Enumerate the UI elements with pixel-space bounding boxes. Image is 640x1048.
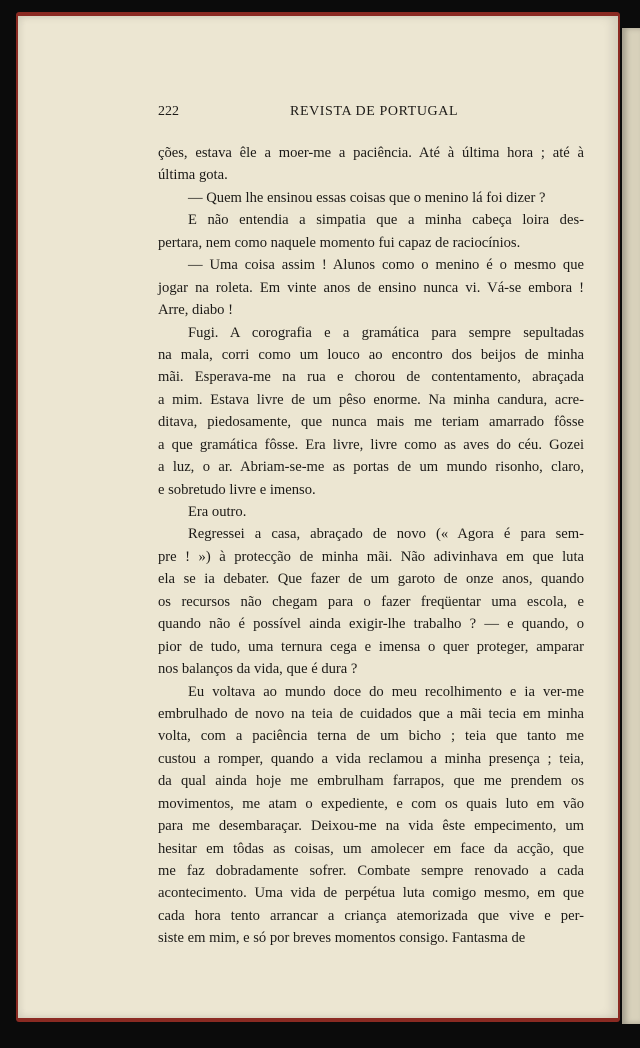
text-line: ela se ia debater. Que fazer de um garoto de onze anos, quando xyxy=(158,571,584,588)
text-line: me faz dobradamente sofrer. Combate sempre renovado a cada xyxy=(158,863,584,879)
paragraph xyxy=(158,501,584,523)
paragraph xyxy=(158,322,584,502)
running-title: REVISTA DE PORTUGAL xyxy=(290,104,459,119)
text-line: pertara, nem como naquele momento fui capaz de raciocínios. xyxy=(158,234,521,251)
text-line: Arre, diabo ! xyxy=(158,302,233,319)
text-line: acontecimento. Uma vida de perpétua luta comigo mesmo, em que xyxy=(158,885,584,902)
text-line: Era outro. xyxy=(188,504,247,520)
text-line: — Uma coisa assim ! Alunos como o menino é o mesmo que xyxy=(188,257,584,274)
text-line: custou a romper, quando a vida reclamou a minha presença ; teia, xyxy=(158,750,584,767)
text-line: da qual ainda hoje me embrulham farrapos, que me prendem os xyxy=(158,773,584,790)
text-line: a luz, o ar. Abriam-se-me as portas de um mundo risonho, claro, xyxy=(158,459,584,476)
text-line: na mala, corri como um louco ao encontro dos beijos de minha xyxy=(158,346,584,363)
text-line: mãi. Esperava-me na rua e chorou de contentamento, abraçada xyxy=(158,369,584,386)
text-line: pre ! ») à protecção de minha mãi. Não adivinhava em que luta xyxy=(158,548,584,565)
text-line: jogar na roleta. Em vinte anos de ensino nunca vi. Vá-se embora ! xyxy=(158,279,584,296)
text-line: e sobretudo livre e imenso. xyxy=(158,481,316,498)
text-line: quando não é possível ainda exigir-lhe trabalho ? — e quando, o xyxy=(158,616,584,633)
paragraph xyxy=(158,187,584,209)
text-line: para me desembaraçar. Deixou-me na vida êste empecimento, um xyxy=(158,818,584,835)
text-line: a que gramática fôsse. Era livre, livre como as aves do céu. Gozei xyxy=(158,436,584,453)
text-line: última gota. xyxy=(158,167,228,184)
text-line: Eu voltava ao mundo doce do meu recolhimento e ia ver-me xyxy=(188,683,584,700)
paragraph xyxy=(158,209,584,254)
paragraph xyxy=(158,142,584,187)
text-line: pior de tudo, uma ternura cega e imensa o quer proteger, amparar xyxy=(158,638,584,655)
text-line: E não entendia a simpatia que a minha cabeça loira des- xyxy=(188,212,584,229)
text-line: hesitar em tôdas as coisas, um amolecer em face da acção, que xyxy=(158,840,584,857)
adjacent-page-edge xyxy=(622,28,640,1024)
text-line: movimentos, me atam o expediente, e com os quais luto em vão xyxy=(158,795,584,812)
text-line: embrulhado de novo na teia de cuidados que a mãi tecia em minha xyxy=(158,705,584,722)
body-text xyxy=(158,142,584,950)
text-line: Regressei a casa, abraçado de novo (« Agora é para sem- xyxy=(188,526,584,543)
text-line: os recursos não chegam para o fazer freqüentar uma escola, e xyxy=(158,593,584,610)
text-line: ditava, piedosamente, que nunca mais me teriam amarrado fôsse xyxy=(158,414,584,431)
text-line: Fugi. A corografia e a gramática para sempre sepultadas xyxy=(188,324,584,341)
paragraph xyxy=(158,523,584,680)
text-line: a mim. Estava livre de um pêso enorme. Na minha candura, acre- xyxy=(158,391,584,408)
text-line: nos balanços da vida, que é dura ? xyxy=(158,661,358,678)
text-line: ções, estava êle a moer-me a paciência. Até à última hora ; até à xyxy=(158,145,584,161)
text-line: cada hora tento arrancar a criança atemorizada que vive e per- xyxy=(158,907,584,924)
page-number: 222 xyxy=(158,104,179,119)
page-header xyxy=(158,104,582,126)
text-line: siste em mim, e só por breves momentos consigo. Fantasma de xyxy=(158,930,526,947)
paragraph xyxy=(158,254,584,321)
paragraph xyxy=(158,681,584,950)
text-line: — Quem lhe ensinou essas coisas que o menino lá foi dizer ? xyxy=(188,189,546,206)
text-line: volta, com a paciência terna de um bicho ; teia que tanto me xyxy=(158,728,584,745)
